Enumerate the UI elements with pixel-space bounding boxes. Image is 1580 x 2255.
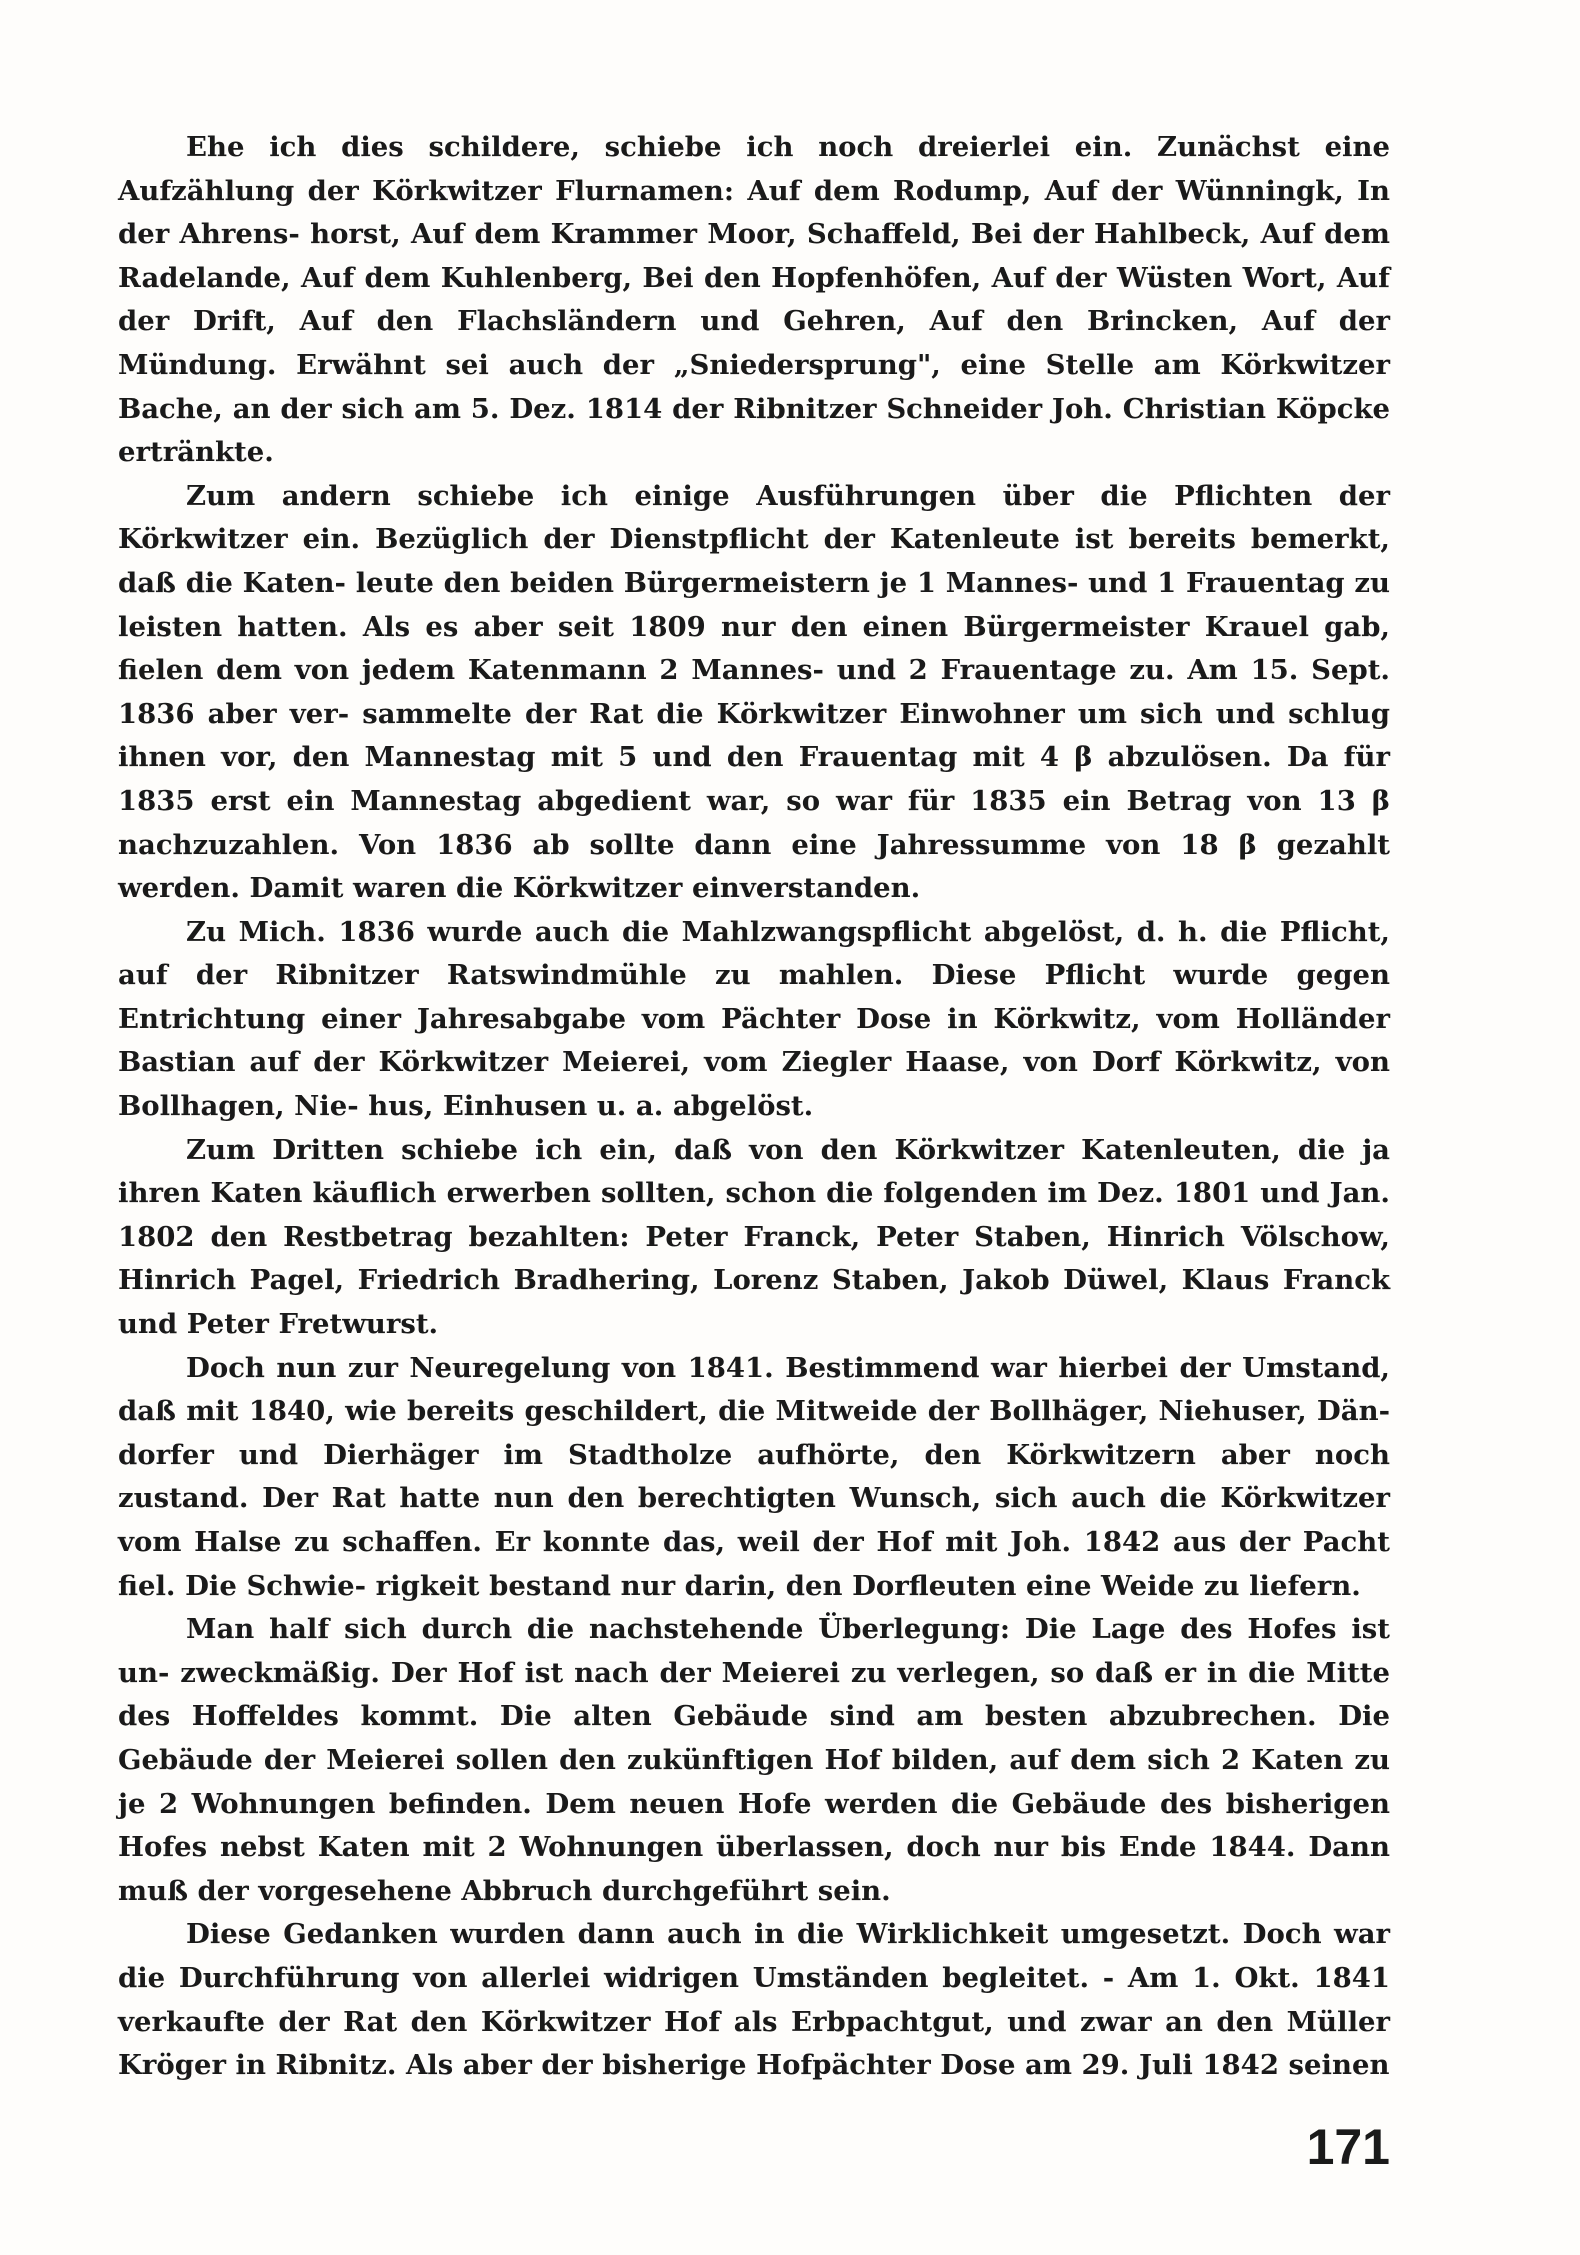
paragraph-neuregelung: Doch nun zur Neuregelung von 1841. Bestimmend war hierbei der Umstand, daß mit 1840, wie bereits geschildert, die Mitweide der Bollhäger, Niehuser, Dän- dorfer und Dierhäger im Stadtholze aufhörte, den Körkwitzern aber noch zustand. Der Rat hatte nun den berechtigten Wunsch, sich auch die Körkwitzer vom Halse zu schaffen. Er konnte das, weil der Hof mit Joh. 1842 aus der Pacht fiel. Die Schwie- rigkeit bestand nur darin, den Dorfleuten eine Weide zu liefern.	[118, 1351, 1390, 1602]
paragraph-ueberlegung: Man half sich durch die nachstehende Überlegung: Die Lage des Hofes ist un- zweckmäßig. Der Hof ist nach der Meierei zu verlegen, so daß er in die Mitte des Hoffeldes kommt. Die alten Gebäude sind am besten abzubrechen. Die Gebäude der Meierei sollen den zukünftigen Hof bilden, auf dem sich 2 Katen zu je 2 Wohnungen befinden. Dem neuen Hofe werden die Gebäude des bisherigen Hofes nebst Katen mit 2 Wohnungen überlassen, doch nur bis Ende 1844. Dann muß der vorgesehene Abbruch durchgeführt sein.	[118, 1613, 1390, 1907]
page-number: 171	[1306, 2119, 1390, 2175]
paragraph-mahlzwang: Zu Mich. 1836 wurde auch die Mahlzwangspflicht abgelöst, d. h. die Pflicht, auf der Ribnitzer Ratswindmühle zu mahlen. Diese Pflicht wurde gegen Entrichtung einer Jahresabgabe vom Pächter Dose in Körkwitz, vom Holländer Bastian auf der Körkwitzer Meierei, vom Ziegler Haase, von Dorf Körkwitz, von Bollhagen, Nie- hus, Einhusen u. a. abgelöst.	[118, 915, 1390, 1123]
paragraph-flurnamen: Ehe ich dies schildere, schiebe ich noch dreierlei ein. Zunächst eine Aufzählung der Körkwitzer Flurnamen: Auf dem Rodump, Auf der Wünningk, In der Ahrens- horst, Auf dem Krammer Moor, Schaffeld, Bei der Hahlbeck, Auf dem Radelande, Auf dem Kuhlenberg, Bei den Hopfenhöfen, Auf der Wüsten Wort, Auf der Drift, Auf den Flachsländern und Gehren, Auf den Brincken, Auf der Mündung. Erwähnt sei auch der „Sniedersprung", eine Stelle am Körkwitzer Bache, an der sich am 5. Dez. 1814 der Ribnitzer Schneider Joh. Christian Köpcke ertränkte.	[118, 131, 1390, 469]
paragraph-pflichten: Zum andern schiebe ich einige Ausführungen über die Pflichten der Körkwitzer ein. Bezüglich der Dienstpflicht der Katenleute ist bereits bemerkt, daß die Katen- leute den beiden Bürgermeistern je 1 Mannes- und 1 Frauentag zu leisten hatten. Als es aber seit 1809 nur den einen Bürgermeister Krauel gab, fielen dem von jedem Katenmann 2 Mannes- und 2 Frauentage zu. Am 15. Sept. 1836 aber ver- sammelte der Rat die Körkwitzer Einwohner um sich und schlug ihnen vor, den Mannestag mit 5 und den Frauentag mit 4 β abzulösen. Da für 1835 erst ein Mannestag abgedient war, so war für 1835 ein Betrag von 13 β nachzuzahlen. Von 1836 ab sollte dann eine Jahressumme von 18 β gezahlt werden. Damit waren die Körkwitzer einverstanden.	[118, 479, 1390, 905]
paragraph-katenleute: Zum Dritten schiebe ich ein, daß von den Körkwitzer Katenleuten, die ja ihren Katen käuflich erwerben sollten, schon die folgenden im Dez. 1801 und Jan. 1802 den Restbetrag bezahlten: Peter Franck, Peter Staben, Hinrich Völschow, Hinrich Pagel, Friedrich Bradhering, Lorenz Staben, Jakob Düwel, Klaus Franck und Peter Fretwurst.	[118, 1133, 1390, 1341]
paragraph-gedanken: Diese Gedanken wurden dann auch in die Wirklichkeit umgesetzt. Doch war die Durchführung von allerlei widrigen Umständen begleitet. - Am 1. Okt. 1841 verkaufte der Rat den Körkwitzer Hof als Erbpachtgut, und zwar an den Müller Kröger in Ribnitz. Als aber der bisherige Hofpächter Dose am 29. Juli 1842 seinen	[118, 1918, 1390, 2082]
body-text	[118, 126, 1390, 2088]
